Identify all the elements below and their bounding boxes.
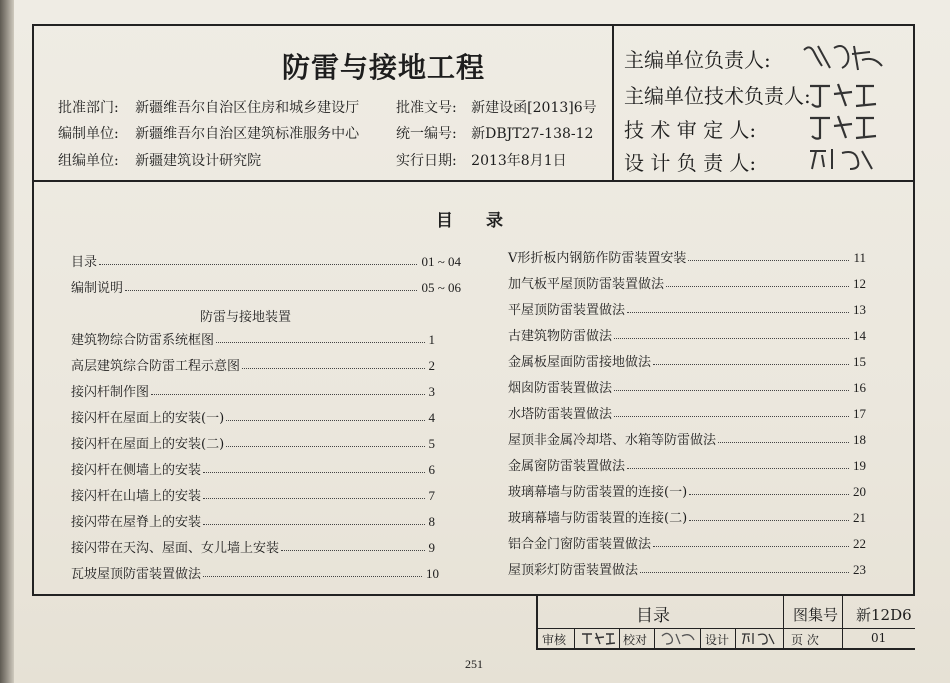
tb-divider-5 bbox=[654, 628, 655, 648]
toc-entry[interactable] bbox=[508, 272, 866, 292]
toc-entry[interactable] bbox=[508, 298, 866, 318]
toc-entry[interactable] bbox=[508, 324, 866, 344]
toc-entry[interactable] bbox=[71, 562, 439, 582]
header-divider bbox=[32, 180, 915, 182]
meta-unified-no bbox=[396, 123, 593, 143]
toc-entry[interactable] bbox=[71, 354, 435, 374]
toc-entry-page: 21 bbox=[853, 510, 866, 525]
tb-divider-2 bbox=[842, 594, 843, 650]
meta-label: 批准文号: bbox=[396, 100, 457, 116]
dot-leader bbox=[614, 390, 849, 391]
toc-entry-title: 平屋顶防雷装置做法 bbox=[508, 303, 626, 318]
toc-entry-title: 接闪杆在屋面上的安装(一) bbox=[71, 411, 225, 426]
signatory-chief-unit: 主编单位负责人: bbox=[624, 48, 771, 72]
dot-leader bbox=[99, 264, 417, 265]
header-vertical-divider bbox=[612, 24, 614, 181]
toc-entry-page: 5 bbox=[428, 436, 435, 451]
dot-leader bbox=[242, 368, 424, 369]
toc-entry-title: 水塔防雷装置做法 bbox=[508, 407, 613, 422]
dot-leader bbox=[226, 446, 424, 447]
toc-entry-page: 16 bbox=[853, 380, 866, 395]
toc-entry-title: 铝合金门窗防雷装置做法 bbox=[508, 537, 652, 552]
toc-entry-page: 17 bbox=[853, 406, 866, 421]
dot-leader bbox=[281, 550, 424, 551]
title-block-name: 目录 bbox=[636, 606, 670, 626]
toc-entry-page: 14 bbox=[853, 328, 866, 343]
toc-entry[interactable] bbox=[71, 328, 435, 348]
handwritten-signature bbox=[800, 40, 890, 74]
toc-entry-title: 玻璃幕墙与防雷装置的连接(一) bbox=[508, 485, 688, 500]
toc-entry[interactable] bbox=[508, 350, 866, 370]
toc-entry-title: V形折板内钢筋作防雷装置安装 bbox=[508, 251, 687, 266]
tb-divider-1 bbox=[783, 594, 784, 650]
handwritten-signature bbox=[580, 630, 616, 646]
toc-entry-page: 19 bbox=[853, 458, 866, 473]
handwritten-signature bbox=[806, 145, 876, 173]
toc-entry-title: 金属窗防雷装置做法 bbox=[508, 459, 626, 474]
dot-leader bbox=[125, 290, 417, 291]
toc-entry-title: 屋顶彩灯防雷装置做法 bbox=[508, 563, 639, 578]
toc-entry-page: 18 bbox=[853, 432, 866, 447]
tb-divider-6 bbox=[700, 628, 701, 648]
meta-organizing-unit bbox=[58, 150, 261, 170]
dot-leader bbox=[653, 546, 849, 547]
title-block-mid bbox=[536, 628, 915, 629]
document-title: 防雷与接地工程 bbox=[282, 51, 486, 84]
dot-leader bbox=[689, 520, 849, 521]
toc-entry[interactable] bbox=[71, 510, 435, 530]
toc-entry[interactable] bbox=[508, 506, 866, 526]
dot-leader bbox=[203, 472, 424, 473]
toc-entry-title: 编制说明 bbox=[71, 281, 124, 296]
title-block-atlas-label: 图集号 bbox=[793, 606, 839, 624]
toc-entry-page: 11 bbox=[853, 250, 866, 265]
toc-entry-title: 接闪带在屋脊上的安装 bbox=[71, 515, 202, 530]
toc-entry-page: 3 bbox=[428, 384, 435, 399]
toc-entry-page: 12 bbox=[853, 276, 866, 291]
toc-heading-lu: 录 bbox=[486, 211, 503, 231]
meta-label: 批准部门: bbox=[58, 100, 119, 116]
toc-entry[interactable] bbox=[71, 276, 461, 296]
toc-entry[interactable] bbox=[508, 454, 866, 474]
toc-entry-page: 7 bbox=[428, 488, 435, 503]
dot-leader bbox=[640, 572, 849, 573]
page-number: 251 bbox=[465, 657, 483, 671]
dot-leader bbox=[627, 312, 849, 313]
meta-value: 新疆维吾尔自治区住房和城乡建设厅 bbox=[135, 100, 360, 116]
dot-leader bbox=[653, 364, 849, 365]
meta-approval-dept bbox=[58, 97, 359, 117]
toc-entry[interactable] bbox=[508, 428, 866, 448]
dot-leader bbox=[203, 498, 424, 499]
handwritten-signature bbox=[660, 630, 696, 646]
toc-entry-title: 加气板平屋顶防雷装置做法 bbox=[508, 277, 665, 292]
dot-leader bbox=[614, 416, 849, 417]
toc-entry-title: 金属板屋面防雷接地做法 bbox=[508, 355, 652, 370]
title-block-left bbox=[536, 594, 538, 650]
toc-entry-title: 玻璃幕墙与防雷装置的连接(二) bbox=[508, 511, 688, 526]
toc-entry[interactable] bbox=[508, 480, 866, 500]
tb-divider-7 bbox=[735, 628, 736, 648]
dot-leader bbox=[627, 468, 849, 469]
meta-value: 新DBJT27-138-12 bbox=[471, 126, 594, 142]
toc-entry-page: 23 bbox=[853, 562, 866, 577]
meta-effective-date bbox=[396, 150, 567, 170]
meta-value: 2013年8月1日 bbox=[471, 153, 567, 169]
meta-label: 统一编号: bbox=[396, 126, 457, 142]
toc-entry[interactable] bbox=[71, 432, 435, 452]
handwritten-signature bbox=[808, 80, 878, 110]
title-block-design-label: 设计 bbox=[705, 633, 730, 647]
meta-value: 新建设函[2013]6号 bbox=[471, 100, 597, 116]
dot-leader bbox=[688, 260, 849, 261]
toc-entry[interactable] bbox=[71, 406, 435, 426]
toc-entry-title: 屋顶非金属冷却塔、水箱等防雷做法 bbox=[508, 433, 717, 448]
toc-entry-page: 05 ~ 06 bbox=[421, 280, 461, 295]
dot-leader bbox=[226, 420, 424, 421]
toc-entry-title: 接闪杆在屋面上的安装(二) bbox=[71, 437, 225, 452]
toc-entry-page: 01 ~ 04 bbox=[421, 254, 461, 269]
signatory-design-lead: 设 计 负 责 人: bbox=[624, 151, 757, 175]
tb-divider-3 bbox=[574, 628, 575, 648]
dot-leader bbox=[203, 576, 422, 577]
title-block-review-label: 审核 bbox=[542, 633, 567, 647]
dot-leader bbox=[614, 338, 849, 339]
dot-leader bbox=[151, 394, 424, 395]
title-block-check-label: 校对 bbox=[623, 633, 648, 647]
signatory-tech-lead: 主编单位技术负责人: bbox=[624, 84, 811, 108]
toc-entry-page: 10 bbox=[426, 566, 439, 581]
toc-entry-page: 22 bbox=[853, 536, 866, 551]
meta-value: 新疆建筑设计研究院 bbox=[135, 153, 262, 169]
toc-entry-page: 6 bbox=[428, 462, 435, 477]
toc-entry[interactable] bbox=[508, 558, 866, 578]
toc-entry[interactable] bbox=[508, 376, 866, 396]
toc-entry-title: 接闪带在天沟、屋面、女儿墙上安装 bbox=[71, 541, 280, 556]
title-block-atlas-no: 新12D6 bbox=[856, 606, 912, 624]
toc-entry-page: 1 bbox=[428, 332, 435, 347]
meta-label: 编制单位: bbox=[58, 126, 119, 142]
title-block-top bbox=[536, 594, 915, 596]
book-binding-edge bbox=[0, 0, 14, 683]
toc-entry-title: 瓦坡屋顶防雷装置做法 bbox=[71, 567, 202, 582]
dot-leader bbox=[689, 494, 849, 495]
toc-entry-title: 接闪杆制作图 bbox=[71, 385, 150, 400]
dot-leader bbox=[203, 524, 424, 525]
toc-entry-page: 9 bbox=[428, 540, 435, 555]
toc-entry-title: 建筑物综合防雷系统框图 bbox=[71, 333, 215, 348]
tb-divider-4 bbox=[619, 628, 620, 648]
meta-compiling-unit bbox=[58, 123, 359, 143]
title-block-bottom bbox=[536, 648, 915, 650]
dot-leader bbox=[216, 342, 424, 343]
toc-entry[interactable] bbox=[71, 458, 435, 478]
handwritten-signature bbox=[808, 112, 878, 142]
meta-value: 新疆维吾尔自治区建筑标准服务中心 bbox=[135, 126, 360, 142]
toc-entry-title: 古建筑物防雷做法 bbox=[508, 329, 613, 344]
meta-label: 组编单位: bbox=[58, 153, 119, 169]
toc-entry-page: 8 bbox=[428, 514, 435, 529]
toc-entry-page: 13 bbox=[853, 302, 866, 317]
toc-entry-page: 20 bbox=[853, 484, 866, 499]
title-block-page-value: 01 bbox=[871, 631, 887, 645]
handwritten-signature bbox=[740, 630, 776, 646]
meta-approval-no bbox=[396, 97, 597, 117]
section-heading: 防雷与接地装置 bbox=[200, 310, 292, 325]
toc-entry-title: 烟囱防雷装置做法 bbox=[508, 381, 613, 396]
meta-label: 实行日期: bbox=[396, 153, 457, 169]
toc-entry[interactable] bbox=[71, 484, 435, 504]
title-block-page-label: 页 次 bbox=[791, 633, 819, 647]
toc-entry-page: 15 bbox=[853, 354, 866, 369]
toc-entry-title: 接闪杆在山墙上的安装 bbox=[71, 489, 202, 504]
toc-entry[interactable] bbox=[71, 250, 461, 270]
dot-leader bbox=[718, 442, 849, 443]
toc-entry-title: 接闪杆在侧墙上的安装 bbox=[71, 463, 202, 478]
toc-entry[interactable] bbox=[508, 246, 866, 266]
dot-leader bbox=[666, 286, 849, 287]
signatory-reviewer: 技 术 审 定 人: bbox=[624, 118, 757, 142]
toc-entry[interactable] bbox=[71, 380, 435, 400]
toc-entry[interactable] bbox=[508, 532, 866, 552]
toc-entry-title: 高层建筑综合防雷工程示意图 bbox=[71, 359, 241, 374]
toc-entry-page: 4 bbox=[428, 410, 435, 425]
toc-entry[interactable] bbox=[508, 402, 866, 422]
toc-entry-page: 2 bbox=[428, 358, 435, 373]
toc-entry[interactable] bbox=[71, 536, 435, 556]
toc-entry-title: 目录 bbox=[71, 255, 98, 270]
toc-heading-mu: 目 bbox=[436, 211, 453, 231]
